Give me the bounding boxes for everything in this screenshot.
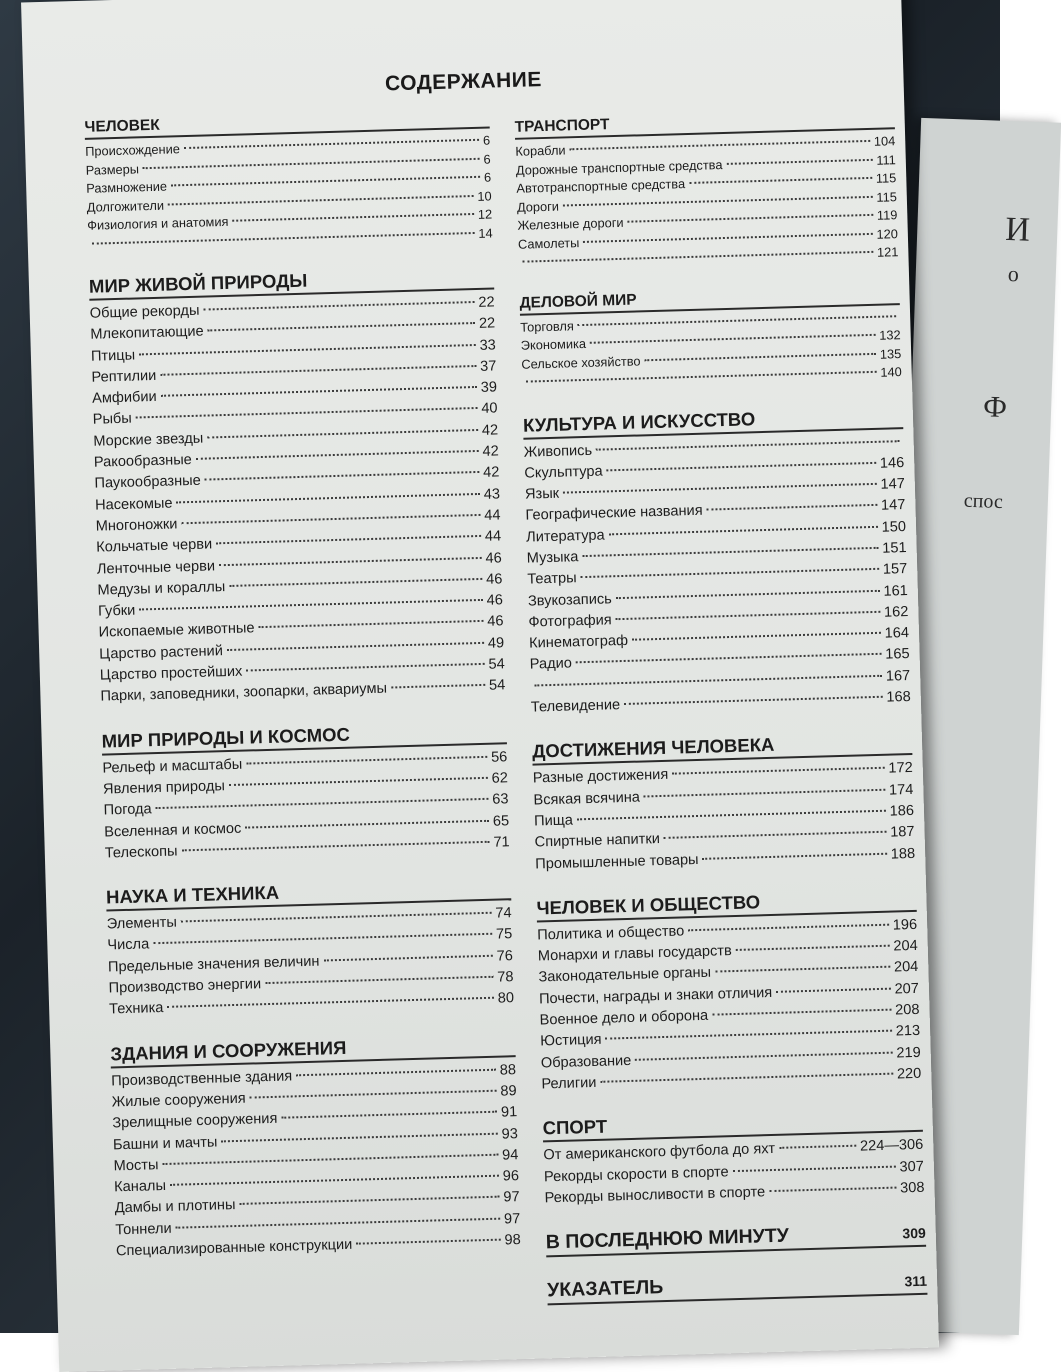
toc-entry-label: Монархи и главы государств — [537, 943, 732, 965]
leader-dots — [733, 1165, 896, 1172]
toc-entry-page: 40 — [481, 400, 498, 418]
toc-entry-page: 89 — [500, 1083, 517, 1100]
toc-entry-page: 307 — [899, 1158, 925, 1175]
toc-entry-page: 219 — [896, 1044, 921, 1062]
toc-entry-page: 104 — [873, 133, 896, 149]
toc-entry-page: 121 — [876, 244, 899, 260]
section-heading-text: НАУКА И ТЕХНИКА — [105, 881, 280, 908]
toc-entry-label: Производство энергии — [108, 976, 262, 997]
toc-entry-page: 6 — [483, 169, 492, 185]
toc-entry-label: Медузы и кораллы — [97, 578, 226, 599]
leader-dots — [208, 322, 475, 331]
leader-dots — [616, 589, 880, 598]
leader-dots — [227, 642, 484, 651]
toc-entry-page: 167 — [885, 667, 911, 685]
toc-entry-page: 97 — [503, 1189, 520, 1206]
leader-dots — [161, 386, 477, 397]
toc-entry-page: 46 — [485, 571, 503, 588]
toc-entry-label: Почести, награды и знаки отличия — [538, 984, 773, 1008]
toc-entry-page: 164 — [884, 625, 910, 642]
leader-dots — [229, 578, 482, 587]
toc-entry-label: Фотография — [528, 612, 612, 631]
toc-entry-label: Специализированные конструкции — [115, 1236, 353, 1260]
toc-entry-page: 151 — [882, 540, 907, 557]
toc-entry-label: Каналы — [113, 1178, 167, 1196]
toc-entry-label: Экономика — [520, 335, 587, 353]
toc-entry-label: Железные дороги — [517, 214, 624, 233]
toc-entry-label: Размеры — [85, 160, 140, 178]
toc-entry-label: Долгожители — [86, 197, 165, 215]
toc-entry-page: 65 — [492, 812, 510, 830]
leader-dots — [534, 675, 882, 687]
toc-section — [106, 875, 515, 1021]
toc-entry-label: Язык — [524, 485, 560, 503]
leader-dots — [576, 653, 881, 664]
toc-entry-page: 196 — [892, 916, 918, 934]
toc-entry-label: Военное дело и оборона — [539, 1007, 709, 1029]
toc-entry-label: Рыбы — [92, 411, 133, 429]
toc-entry-page: 308 — [899, 1179, 925, 1197]
leader-dots — [232, 213, 474, 222]
toc-entry-label: Губки — [97, 602, 136, 620]
toc-entry-page: 204 — [893, 959, 919, 976]
facing-page-fragment: спос — [963, 489, 1004, 514]
leader-dots — [162, 1153, 498, 1164]
toc-entry-page: 119 — [876, 207, 898, 223]
leader-dots — [769, 1186, 896, 1192]
section-heading — [547, 1269, 928, 1306]
toc-entry-page: 75 — [495, 926, 513, 944]
toc-entry-page: 120 — [876, 225, 899, 242]
leader-dots — [596, 440, 900, 450]
toc-entry-page: 115 — [875, 170, 897, 186]
leader-dots — [265, 976, 493, 984]
toc-entry-label: Промышленные товары — [535, 851, 699, 873]
toc-entry-label: Телескопы — [104, 843, 178, 862]
toc-entry-page: 54 — [488, 677, 506, 695]
toc-section — [110, 1032, 521, 1263]
leader-dots — [221, 1132, 497, 1142]
leader-dots — [246, 663, 484, 672]
toc-entry-page: 78 — [496, 969, 514, 986]
leader-dots — [181, 841, 489, 852]
toc-entry-label: Царство простейших — [99, 663, 243, 684]
toc-entry-label: Рекорды выносливости в спорте — [544, 1184, 766, 1207]
section-heading-text: ЧЕЛОВЕК И ОБЩЕСТВО — [536, 891, 761, 919]
toc-entry-page: 46 — [487, 613, 504, 631]
toc-entry-page: 43 — [483, 486, 501, 503]
toc-entry-label: Погода — [103, 801, 152, 819]
toc-entry-page: 44 — [484, 528, 502, 546]
toc-entry-page: 132 — [879, 327, 901, 343]
leader-dots — [176, 493, 479, 503]
section-heading-text: В ПОСЛЕДНЮЮ МИНУТУ — [545, 1224, 790, 1254]
leader-dots — [577, 810, 886, 821]
leader-dots — [219, 556, 482, 565]
toc-entry-page: 157 — [882, 561, 908, 578]
section-heading-text: ЗДАНИЯ И СООРУЖЕНИЯ — [110, 1036, 347, 1065]
leader-dots — [688, 924, 889, 932]
toc-entry-label: Происхождение — [85, 141, 181, 159]
toc-entry-label: Законодательные органы — [538, 965, 712, 986]
toc-entry-page: 44 — [484, 507, 501, 524]
toc-section — [546, 1221, 927, 1258]
toc-entry-page: 46 — [486, 592, 504, 609]
leader-dots — [632, 632, 881, 641]
toc-entry-label: Корабли — [515, 142, 566, 159]
leader-dots — [644, 788, 885, 797]
toc-entry-label: Всякая всячина — [533, 789, 641, 809]
leader-dots — [167, 997, 493, 1008]
toc-entry-page: 22 — [478, 294, 495, 311]
contents-page — [21, 0, 939, 1372]
leader-dots — [170, 1175, 499, 1186]
toc-entry-page: 74 — [495, 905, 512, 922]
leader-dots — [229, 777, 488, 786]
toc-entry-label: Рельеф и масштабы — [102, 756, 243, 777]
leader-dots — [168, 194, 473, 205]
toc-entry-label: Паукообразные — [94, 473, 202, 493]
toc-entry-label: Автотранспортные средства — [516, 176, 686, 196]
toc-section — [89, 264, 506, 708]
leader-dots — [281, 1111, 497, 1119]
toc-entry-page: 150 — [881, 518, 907, 536]
leader-dots — [776, 987, 890, 992]
facing-page-fragment: о — [1007, 261, 1020, 287]
toc-entry-label: Кольчатые черви — [96, 536, 213, 556]
leader-dots — [689, 177, 872, 184]
leader-dots — [522, 251, 873, 263]
leader-dots — [216, 535, 481, 544]
toc-entry-label: Производственные здания — [110, 1068, 293, 1090]
toc-entry-label: Ракообразные — [93, 452, 193, 471]
toc-entry-page: 39 — [480, 379, 498, 397]
toc-section — [532, 730, 916, 875]
toc-entry-label: Амфибии — [91, 389, 157, 407]
toc-entry-label: Географические названия — [525, 503, 703, 525]
toc-entry-page: 42 — [481, 422, 499, 439]
leader-dots — [644, 352, 875, 360]
section-heading-text: УКАЗАТЕЛЬ — [546, 1276, 664, 1302]
toc-entry-label: Театры — [527, 570, 577, 588]
toc-entry-page: 213 — [895, 1023, 921, 1040]
toc-entry-page: 54 — [488, 656, 505, 673]
leader-dots — [616, 611, 880, 620]
page-title: СОДЕРЖАНИЕ — [384, 68, 543, 96]
toc-entry-page: 10 — [477, 187, 492, 204]
facing-page-fragment: Ф — [982, 390, 1008, 425]
toc-left-column — [84, 108, 521, 1285]
leader-dots — [176, 1217, 500, 1228]
toc-section — [536, 887, 921, 1096]
leader-dots — [356, 1239, 500, 1245]
toc-entry-label: Радио — [529, 655, 573, 674]
toc-entry-label: Птицы — [90, 347, 136, 365]
toc-entry-page: 88 — [499, 1061, 517, 1079]
toc-section — [101, 719, 510, 865]
toc-entry-page: 172 — [888, 760, 913, 777]
toc-entry-label: Дороги — [516, 198, 560, 215]
section-heading-text: ТРАНСПОРТ — [514, 116, 610, 136]
toc-entry-page: 6 — [482, 132, 491, 148]
leader-dots — [296, 1068, 496, 1076]
toc-entry-page: 204 — [893, 938, 918, 955]
toc-entry-label: Насекомые — [94, 495, 173, 514]
toc-section — [523, 404, 911, 719]
toc-entry-page: 168 — [886, 689, 912, 706]
leader-dots — [627, 214, 872, 223]
leader-dots — [581, 568, 879, 578]
leader-dots — [156, 798, 489, 809]
toc-entry-page: 94 — [501, 1146, 519, 1164]
section-heading-text: ДЕЛОВОЙ МИР — [519, 290, 637, 312]
toc-entry-page: 147 — [880, 476, 906, 493]
toc-entry-page: 162 — [883, 603, 909, 621]
toc-entry-label: Жилые сооружения — [111, 1090, 246, 1111]
leader-dots — [239, 1196, 499, 1205]
toc-entry-label: Религии — [541, 1074, 597, 1093]
toc-entry-page: 76 — [496, 947, 514, 965]
toc-entry-label: Скульптура — [524, 463, 603, 482]
leader-dots — [570, 140, 870, 150]
toc-entry-page: 147 — [880, 497, 906, 515]
toc-entry-label: Дорожные транспортные средства — [515, 156, 723, 178]
leader-dots — [250, 1090, 497, 1099]
toc-section — [519, 284, 902, 393]
toc-entry-label: Тоннели — [115, 1220, 172, 1239]
toc-entry-page: 208 — [894, 1001, 920, 1019]
leader-dots — [712, 1009, 891, 1016]
toc-entry-label: Башни и мачты — [112, 1134, 218, 1153]
toc-entry-page: 22 — [478, 315, 496, 333]
toc-entry-label: Политика и общество — [537, 923, 685, 944]
leader-dots — [259, 620, 484, 628]
toc-entry-page: 140 — [880, 364, 902, 380]
toc-entry-page: 188 — [890, 845, 916, 863]
leader-dots — [707, 504, 878, 511]
toc-entry-label: Телевидение — [530, 697, 621, 716]
leader-dots — [207, 429, 478, 439]
toc-entry-label: Элементы — [106, 914, 178, 933]
section-heading-text: ДОСТИЖЕНИЯ ЧЕЛОВЕКА — [531, 734, 775, 762]
toc-entry-label: Образование — [540, 1052, 632, 1072]
toc-entry-label: Явления природы — [102, 778, 226, 798]
leader-dots — [136, 407, 478, 419]
toc-entry-label: Самолеты — [517, 234, 580, 252]
toc-entry-page: 46 — [485, 549, 502, 567]
leader-dots — [246, 755, 487, 764]
leader-dots — [245, 819, 489, 828]
leader-dots — [582, 547, 878, 557]
toc-entry-label: Ископаемые животные — [98, 620, 255, 642]
leader-dots — [702, 852, 886, 859]
toc-section — [514, 108, 898, 272]
toc-entry-page: 56 — [490, 748, 508, 766]
leader-dots — [563, 195, 873, 206]
toc-entry-page: 12 — [477, 206, 493, 222]
toc-entry-page: 33 — [479, 337, 497, 354]
leader-dots — [583, 232, 872, 242]
leader-dots — [578, 315, 896, 326]
toc-entry-label: Морские звезды — [93, 430, 204, 450]
section-heading-text: КУЛЬТУРА И ИСКУССТВО — [522, 407, 756, 436]
toc-entry-label: Техника — [108, 1000, 164, 1018]
toc-entry-page: 80 — [497, 990, 515, 1007]
toc-entry-page: 187 — [889, 824, 915, 841]
toc-entry-label: Сельское хозяйство — [521, 352, 641, 372]
toc-entry-page: 37 — [479, 358, 497, 375]
toc-entry-page: 207 — [894, 980, 920, 998]
toc-entry-label: Млекопитающие — [90, 323, 204, 344]
toc-entry-label: Юстиция — [540, 1032, 602, 1050]
toc-entry-page: 135 — [879, 345, 902, 362]
leader-dots — [672, 767, 884, 775]
toc-entry-page: 91 — [500, 1104, 518, 1121]
toc-entry-page: 6 — [483, 151, 491, 167]
toc-entry-label: Дамбы и плотины — [114, 1197, 236, 1217]
toc-entry-label: Звукозапись — [527, 590, 612, 610]
section-page-number: 309 — [902, 1224, 926, 1242]
section-page-number: 311 — [904, 1272, 928, 1290]
toc-entry-label: Физиология и анатомия — [87, 213, 229, 233]
toc-entry-label: Парки, заповедники, зоопарки, аквариумы — [100, 680, 388, 705]
toc-entry-page: 220 — [896, 1065, 922, 1083]
toc-entry-page: 49 — [487, 635, 505, 652]
leader-dots — [143, 157, 480, 168]
toc-entry-page: 186 — [889, 802, 915, 820]
toc-entry-page: 98 — [504, 1232, 522, 1249]
toc-entry-page: 224—306 — [859, 1137, 924, 1155]
leader-dots — [181, 514, 480, 524]
leader-dots — [203, 301, 474, 311]
toc-entry-label: Спиртные напитки — [534, 831, 661, 851]
section-heading-text: МИР ПРИРОДЫ И КОСМОС — [101, 723, 351, 752]
leader-dots — [139, 344, 476, 355]
leader-dots — [624, 696, 882, 705]
toc-entry-page: 96 — [502, 1168, 520, 1185]
leader-dots — [196, 450, 479, 460]
leader-dots — [391, 684, 485, 689]
leader-dots — [664, 831, 886, 839]
leader-dots — [726, 158, 872, 164]
toc-entry-label: Пища — [533, 812, 574, 830]
toc-entry-page: 174 — [888, 781, 914, 799]
toc-entry-page: 14 — [478, 224, 493, 241]
toc-entry-label: Числа — [107, 936, 150, 954]
leader-dots — [590, 334, 875, 344]
toc-entry-label: Общие рекорды — [89, 302, 200, 322]
leader-dots — [526, 371, 877, 383]
leader-dots — [139, 599, 482, 611]
toc-entry-label: Ленточные черви — [96, 557, 216, 578]
toc-entry-page: 97 — [503, 1210, 521, 1228]
toc-entry-page: 111 — [876, 151, 896, 168]
toc-entry-label: Мосты — [113, 1156, 159, 1175]
facing-page-fragment: И — [1004, 210, 1031, 249]
toc-section — [84, 108, 493, 254]
toc-entry-label: Рекорды скорости в спорте — [543, 1163, 729, 1185]
toc-entry-label: Многоножки — [95, 516, 178, 535]
section-heading-text: МИР ЖИВОЙ ПРИРОДЫ — [88, 269, 308, 297]
toc-entry-label: От американского футбола до яхт — [543, 1141, 776, 1164]
toc-entry-label: Предельные значения величин — [107, 953, 320, 976]
toc-entry-label: Царство растений — [99, 642, 224, 663]
toc-entry-label: Торговля — [520, 317, 574, 335]
leader-dots — [607, 462, 876, 472]
toc-entry-page: 93 — [501, 1125, 519, 1143]
toc-entry-page: 71 — [493, 834, 510, 851]
leader-dots — [736, 945, 890, 951]
toc-entry-label: Музыка — [526, 549, 579, 567]
toc-entry-label: Рептилии — [91, 367, 157, 386]
leader-dots — [779, 1145, 856, 1149]
section-heading-text: ЧЕЛОВЕК — [84, 116, 160, 136]
toc-entry-page: 42 — [482, 443, 499, 460]
toc-entry-page: 63 — [492, 791, 509, 808]
toc-entry-label: Зрелищные сооружения — [112, 1111, 278, 1132]
toc-entry-label: Разные достижения — [532, 767, 669, 787]
leader-dots — [715, 966, 890, 973]
toc-entry-label: Вселенная и космос — [104, 820, 242, 841]
leader-dots — [160, 365, 476, 376]
toc-section — [547, 1269, 928, 1306]
toc-entry-label: Размножение — [86, 178, 168, 196]
leader-dots — [153, 933, 492, 944]
toc-entry-page: 146 — [879, 454, 905, 472]
leader-dots — [605, 1030, 891, 1040]
toc-right-column — [514, 108, 928, 1327]
toc-entry-label: Кинематограф — [528, 633, 629, 652]
leader-dots — [181, 912, 492, 923]
toc-entry-page: 161 — [883, 582, 909, 600]
toc-entry-page: 62 — [491, 770, 509, 787]
leader-dots — [600, 1073, 893, 1083]
leader-dots — [171, 176, 480, 187]
leader-dots — [323, 954, 492, 961]
section-heading-text: СПОРТ — [542, 1115, 608, 1139]
toc-entry-label: Живопись — [523, 442, 593, 461]
toc-entry-page: 115 — [876, 188, 898, 205]
leader-dots — [563, 483, 876, 494]
toc-section — [542, 1107, 924, 1209]
toc-entry-label: Литература — [525, 527, 605, 546]
leader-dots — [205, 471, 479, 481]
toc-entry-page: 42 — [482, 464, 500, 482]
leader-dots — [609, 526, 878, 536]
section-heading — [546, 1221, 927, 1258]
leader-dots — [184, 139, 479, 149]
toc-entry-page: 165 — [885, 646, 910, 664]
leader-dots — [635, 1051, 892, 1060]
